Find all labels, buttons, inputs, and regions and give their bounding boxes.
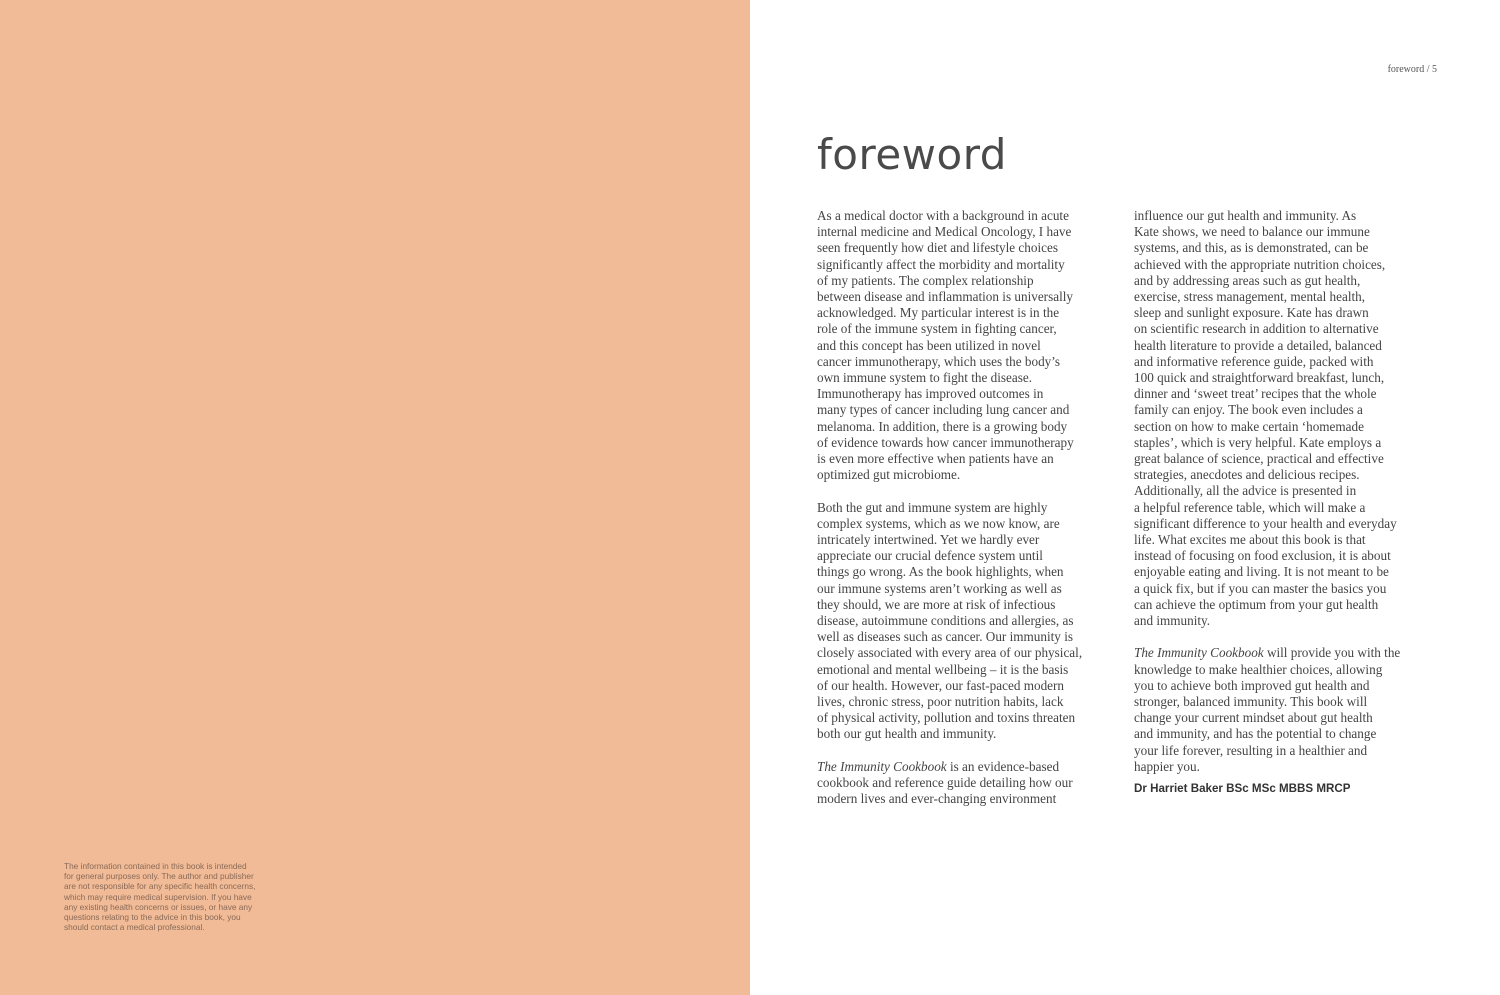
text-line: health literature to provide a detailed, balanced <box>1134 337 1382 353</box>
text-line: sleep and sunlight exposure. Kate has drawn <box>1134 305 1369 321</box>
text-line: of physical activity, pollution and toxins threaten <box>817 710 1076 726</box>
text-line: cookbook and reference guide detailing how our <box>817 775 1073 791</box>
text-line: between disease and inflammation is universally <box>817 289 1073 305</box>
text-line: of my patients. The complex relationship <box>817 272 1034 288</box>
text-line: many types of cancer including lung cancer and <box>817 402 1070 418</box>
text-column-2 <box>1134 208 1436 797</box>
text-line: internal medicine and Medical Oncology, I have <box>817 224 1072 240</box>
text-line: happier you. <box>1134 758 1200 774</box>
text-line: knowledge to make healthier choices, allowing <box>1134 661 1383 677</box>
text-line: change your current mindset about gut health <box>1134 710 1373 726</box>
text-line: instead of focusing on food exclusion, it is about <box>1134 548 1391 564</box>
text-line: lives, chronic stress, poor nutrition habits, lack <box>817 694 1064 710</box>
text-line: things go wrong. As the book highlights, when <box>817 564 1064 580</box>
text-line: melanoma. In addition, there is a growing body <box>817 418 1068 434</box>
running-head: foreword / 5 <box>1387 64 1437 75</box>
text-line: optimized gut microbiome. <box>817 467 961 483</box>
text-line: own immune system to fight the disease. <box>817 370 1032 386</box>
text-line: they should, we are more at risk of infectious <box>817 596 1056 612</box>
text-line: complex systems, which as we now know, are <box>817 515 1060 531</box>
book-title: The Immunity Cookbook <box>1134 645 1264 661</box>
disclaimer-line: The information contained in this book is intended <box>64 861 247 871</box>
text-line: intricately intertwined. Yet we hardly ever <box>817 532 1040 548</box>
text-line: both our gut health and immunity. <box>817 726 997 742</box>
disclaimer <box>64 861 288 932</box>
text-line: section on how to make certain ‘homemade <box>1134 418 1364 434</box>
text-line: stronger, balanced immunity. This book will <box>1134 694 1368 710</box>
text-line: cancer immunotherapy, which uses the body’s <box>817 353 1061 369</box>
text-line: and informative reference guide, packed with <box>1134 353 1374 369</box>
disclaimer-line: are not responsible for any specific health concerns, <box>64 881 256 892</box>
paragraph <box>1134 208 1436 629</box>
text-line: can achieve the optimum from your gut health <box>1134 596 1379 612</box>
text-line: life. What excites me about this book is that <box>1134 532 1366 548</box>
paragraph <box>817 759 1117 808</box>
text-line: significantly affect the morbidity and mortality <box>817 256 1065 272</box>
text-line: emotional and mental wellbeing – it is the basis <box>817 661 1069 677</box>
text-line: role of the immune system in fighting cancer, <box>817 321 1057 337</box>
text-line: Kate shows, we need to balance our immune <box>1134 224 1370 240</box>
text-line: appreciate our crucial defence system until <box>817 548 1043 564</box>
text-line: significant difference to your health and everyday <box>1134 515 1397 531</box>
text-run: will provide you with the <box>1263 645 1401 661</box>
text-line: and immunity. <box>1134 613 1211 629</box>
text-line: is even more effective when patients have an <box>817 451 1054 467</box>
text-line: of evidence towards how cancer immunotherapy <box>817 434 1074 450</box>
page-title: foreword <box>817 130 1007 179</box>
text-line: seen frequently how diet and lifestyle choices <box>817 240 1058 256</box>
text-line: great balance of science, practical and effective <box>1134 451 1384 467</box>
right-page <box>750 0 1500 995</box>
text-line: systems, and this, as is demonstrated, can be <box>1134 240 1369 256</box>
text-line: acknowledged. My particular interest is in the <box>817 305 1060 321</box>
text-line: staples’, which is very helpful. Kate employs a <box>1134 434 1382 450</box>
text-line: and by addressing areas such as gut health, <box>1134 272 1361 288</box>
text-line: Both the gut and immune system are highly <box>817 499 1048 515</box>
disclaimer-line: questions relating to the advice in this book, you <box>64 912 241 923</box>
text-line <box>1134 645 1436 661</box>
text-line: influence our gut health and immunity. As <box>1134 208 1357 223</box>
paragraph <box>817 500 1117 743</box>
book-title: The Immunity Cookbook <box>817 758 947 774</box>
text-line: our immune systems aren’t working as well as <box>817 580 1062 596</box>
text-line: family can enjoy. The book even includes a <box>1134 402 1363 418</box>
text-line: a helpful reference table, which will make a <box>1134 499 1366 515</box>
text-line: you to achieve both improved gut health and <box>1134 677 1370 693</box>
text-run: is an evidence-based <box>946 758 1060 774</box>
text-line: 100 quick and straightforward breakfast, lunch, <box>1134 370 1385 386</box>
disclaimer-line: should contact a medical professional. <box>64 922 205 933</box>
disclaimer-line: which may require medical supervision. If you have <box>64 891 252 902</box>
text-line: strategies, anecdotes and delicious recipes. <box>1134 467 1360 483</box>
text-column-1 <box>817 208 1117 824</box>
text-line: modern lives and ever-changing environment <box>817 791 1057 807</box>
author-signature: Dr Harriet Baker BSc MSc MBBS MRCP <box>1134 782 1351 796</box>
text-line: As a medical doctor with a background in acute <box>817 208 1069 223</box>
text-line: disease, autoimmune conditions and allergies, as <box>817 613 1074 629</box>
text-line: on scientific research in addition to alternative <box>1134 321 1379 337</box>
text-line: closely associated with every area of our physical, <box>817 645 1083 661</box>
text-line: Additionally, all the advice is presented in <box>1134 483 1357 499</box>
text-line: and this concept has been utilized in novel <box>817 337 1041 353</box>
text-line: achieved with the appropriate nutrition choices, <box>1134 256 1386 272</box>
disclaimer-line: for general purposes only. The author and publisher <box>64 871 254 882</box>
text-line: dinner and ‘sweet treat’ recipes that the whole <box>1134 386 1377 402</box>
text-line: and immunity, and has the potential to change <box>1134 726 1377 742</box>
disclaimer-line: any existing health concerns or issues, or have any <box>64 901 253 912</box>
text-line: Immunotherapy has improved outcomes in <box>817 386 1044 402</box>
text-line: enjoyable eating and living. It is not meant to be <box>1134 564 1389 580</box>
paragraph <box>1134 645 1436 775</box>
text-line: well as diseases such as cancer. Our immunity is <box>817 629 1073 645</box>
text-line: a quick fix, but if you can master the basics you <box>1134 580 1387 596</box>
paragraph <box>817 208 1117 483</box>
text-line <box>817 759 1117 775</box>
text-line: exercise, stress management, mental health, <box>1134 289 1366 305</box>
text-line: your life forever, resulting in a healthier and <box>1134 742 1368 758</box>
text-line: of our health. However, our fast-paced modern <box>817 677 1065 693</box>
